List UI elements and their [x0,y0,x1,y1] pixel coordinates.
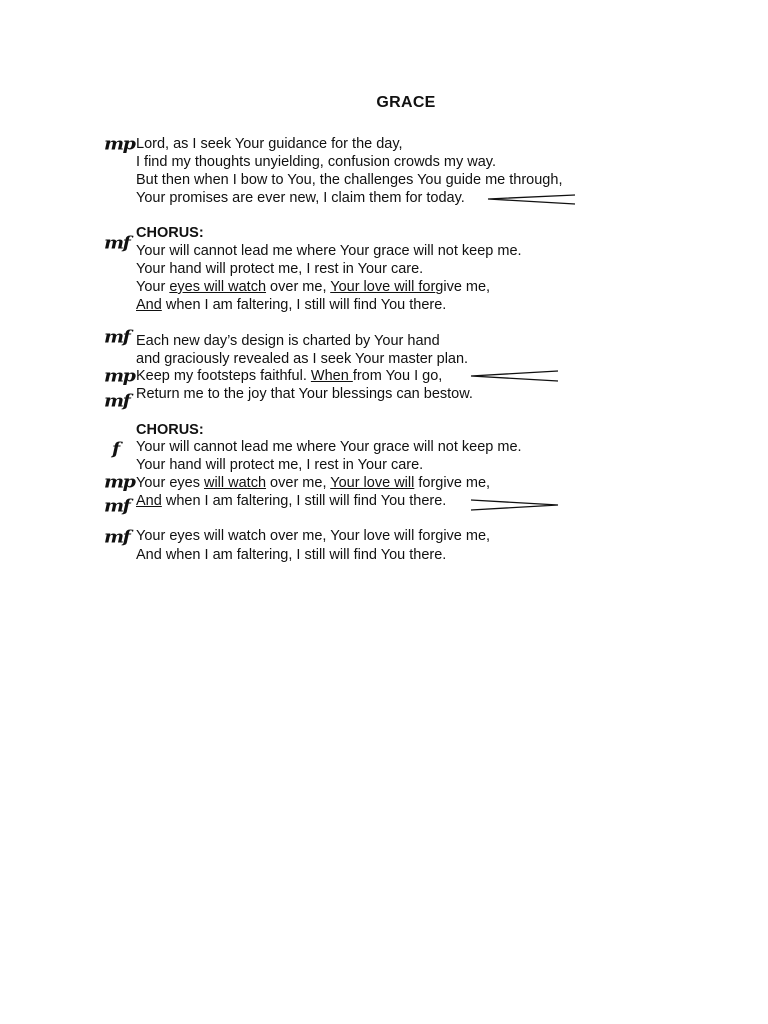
dynamic-mark-f: f [112,439,119,459]
lyric-line: Lord, as I seek Your guidance for the day, [136,136,403,152]
song-title: GRACE [376,94,436,111]
crescendo-hairpin [486,193,578,207]
chorus-heading: CHORUS: [136,225,204,241]
lyric-line: Your promises are ever new, I claim them for today. [136,190,465,206]
lyric-line: Return me to the joy that Your blessings can bestow. [136,386,473,402]
lyric-line: and graciously revealed as I seek Your master plan. [136,351,469,367]
dynamic-mark-mp: mp [104,366,135,386]
dynamic-mark-mf: mf [104,496,130,516]
lyric-line: Each new day’s design is charted by Your hand [136,333,440,349]
lyric-line: Your eyes will watch over me, Your love will forgive me, [136,528,491,544]
lyric-line: And when I am faltering, I still will find You there. [136,297,447,313]
lyric-line: Your hand will protect me, I rest in Your care. [136,261,424,277]
dynamic-mark-mp: mp [104,134,135,154]
lyric-line: Your hand will protect me, I rest in Your care. [136,457,424,473]
dynamic-mark-mp: mp [104,472,135,492]
dynamic-mark-mf: mf [104,327,130,347]
decrescendo-hairpin [469,498,561,512]
chorus-heading: CHORUS: [136,422,204,438]
lyric-line: Your will cannot lead me where Your grace will not keep me. [136,439,522,455]
dynamic-mark-mf: mf [104,233,130,253]
crescendo-hairpin [469,369,561,383]
lyric-line: And when I am faltering, I still will find You there. [136,493,447,509]
dynamic-mark-mf: mf [104,391,130,411]
dynamic-mark-mf: mf [104,527,130,547]
lyric-line: Your eyes will watch over me, Your love will forgive me, [136,279,491,295]
lyric-line: But then when I bow to You, the challenges You guide me through, [136,172,563,188]
lyric-line: Your will cannot lead me where Your grace will not keep me. [136,243,522,259]
lyric-line: And when I am faltering, I still will find You there. [136,547,447,563]
lyric-line: Keep my footsteps faithful. When from You I go, [136,368,443,384]
lyric-line: I find my thoughts unyielding, confusion crowds my way. [136,154,496,170]
lyric-line: Your eyes will watch over me, Your love will forgive me, [136,475,491,491]
